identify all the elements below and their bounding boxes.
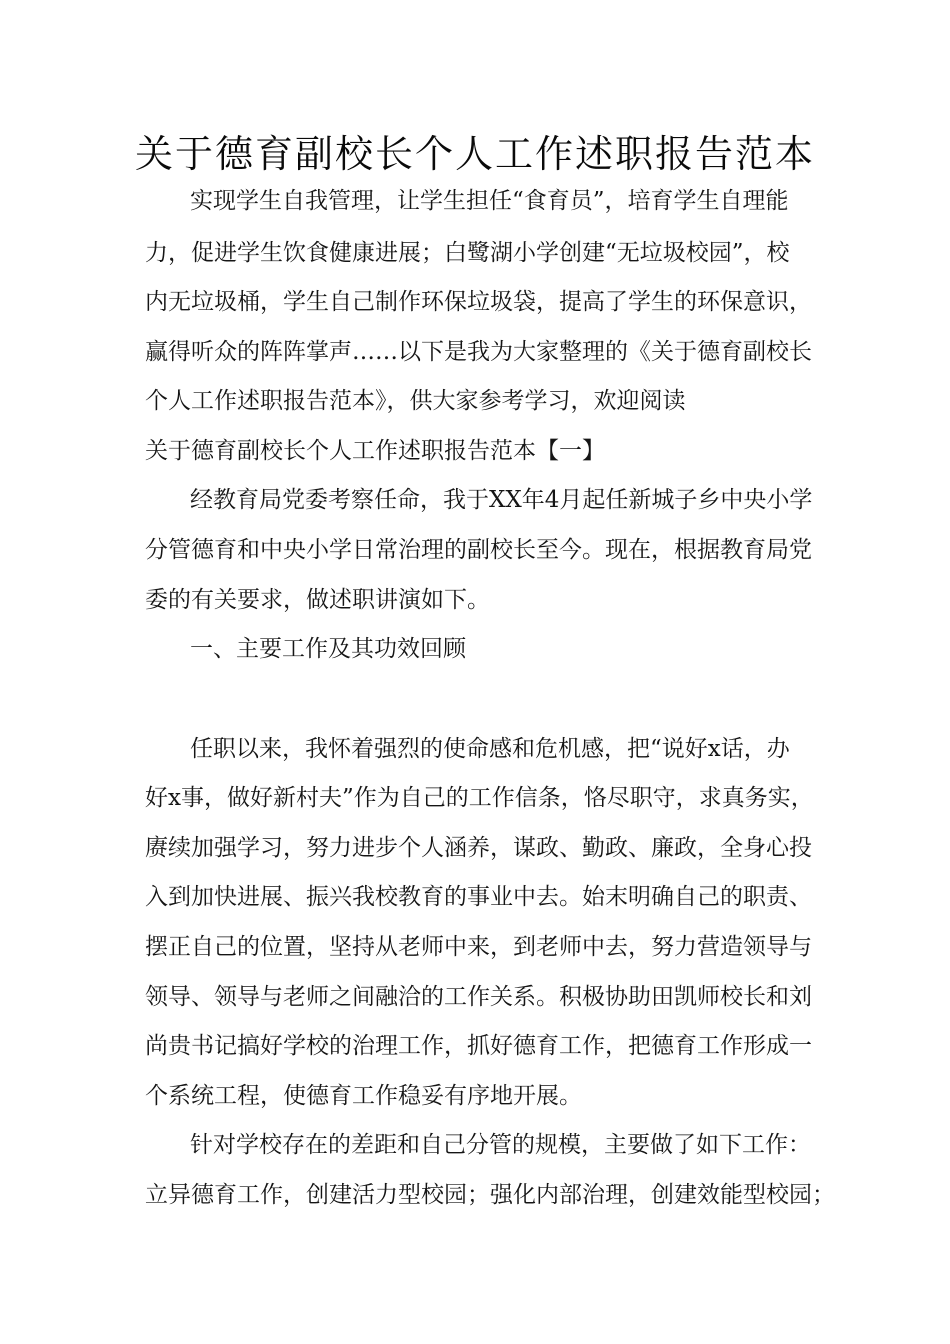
paragraph-line: 个人工作述职报告范本》，供大家参考学习，欢迎阅读 xyxy=(145,388,686,414)
paragraph-line: 赓续加强学习，努力进步个人涵养，谋政、勤政、廉政，全身心投 xyxy=(145,835,812,861)
paragraph-line: 摆正自己的位置，坚持从老师中来，到老师中去，努力营造领导与 xyxy=(145,934,812,960)
paragraph-line: 尚贵书记搞好学校的治理工作，抓好德育工作，把德育工作形成一 xyxy=(145,1033,812,1059)
paragraph-line: 分管德育和中央小学日常治理的副校长至今。现在，根据教育局党 xyxy=(145,537,812,563)
paragraph-line: 委的有关要求，做述职讲演如下。 xyxy=(145,587,490,613)
paragraph-line: 立异德育工作，创建活力型校园；强化内部治理，创建效能型校园； xyxy=(145,1182,835,1208)
paragraph-line: 赢得听众的阵阵掌声……以下是我为大家整理的《关于德育副校长 xyxy=(145,339,812,365)
paragraph-line: 个系统工程，使德育工作稳妥有序地开展。 xyxy=(145,1083,582,1109)
paragraph-line: 内无垃圾桶，学生自己制作环保垃圾袋，提高了学生的环保意识， xyxy=(145,289,812,315)
paragraph-line: 实现学生自我管理，让学生担任“食育员”，培育学生自理能 xyxy=(190,188,789,214)
paragraph-line: 力，促进学生饮食健康进展；白鹭湖小学创建“无垃圾校园”，校 xyxy=(145,240,790,266)
paragraph-line: 领导、领导与老师之间融洽的工作关系。积极协助田凯师校长和刘 xyxy=(145,984,812,1010)
subheading: 一、主要工作及其功效回顾 xyxy=(190,636,466,662)
paragraph-line: 针对学校存在的差距和自己分管的规模，主要做了如下工作： xyxy=(190,1132,811,1158)
paragraph-line: 好x事，做好新村夫”作为自己的工作信条，恪尽职守，求真务实， xyxy=(145,785,814,811)
paragraph-line: 任职以来，我怀着强烈的使命感和危机感，把“说好x话，办 xyxy=(190,736,790,762)
document-title: 关于德育副校长个人工作述职报告范本 xyxy=(134,132,815,176)
paragraph-line: 经教育局党委考察任命，我于XX年4月起任新城子乡中央小学 xyxy=(190,487,813,513)
paragraph-line: 入到加快进展、振兴我校教育的事业中去。始末明确自己的职责、 xyxy=(145,884,812,910)
section-heading: 关于德育副校长个人工作述职报告范本【一】 xyxy=(145,438,605,464)
